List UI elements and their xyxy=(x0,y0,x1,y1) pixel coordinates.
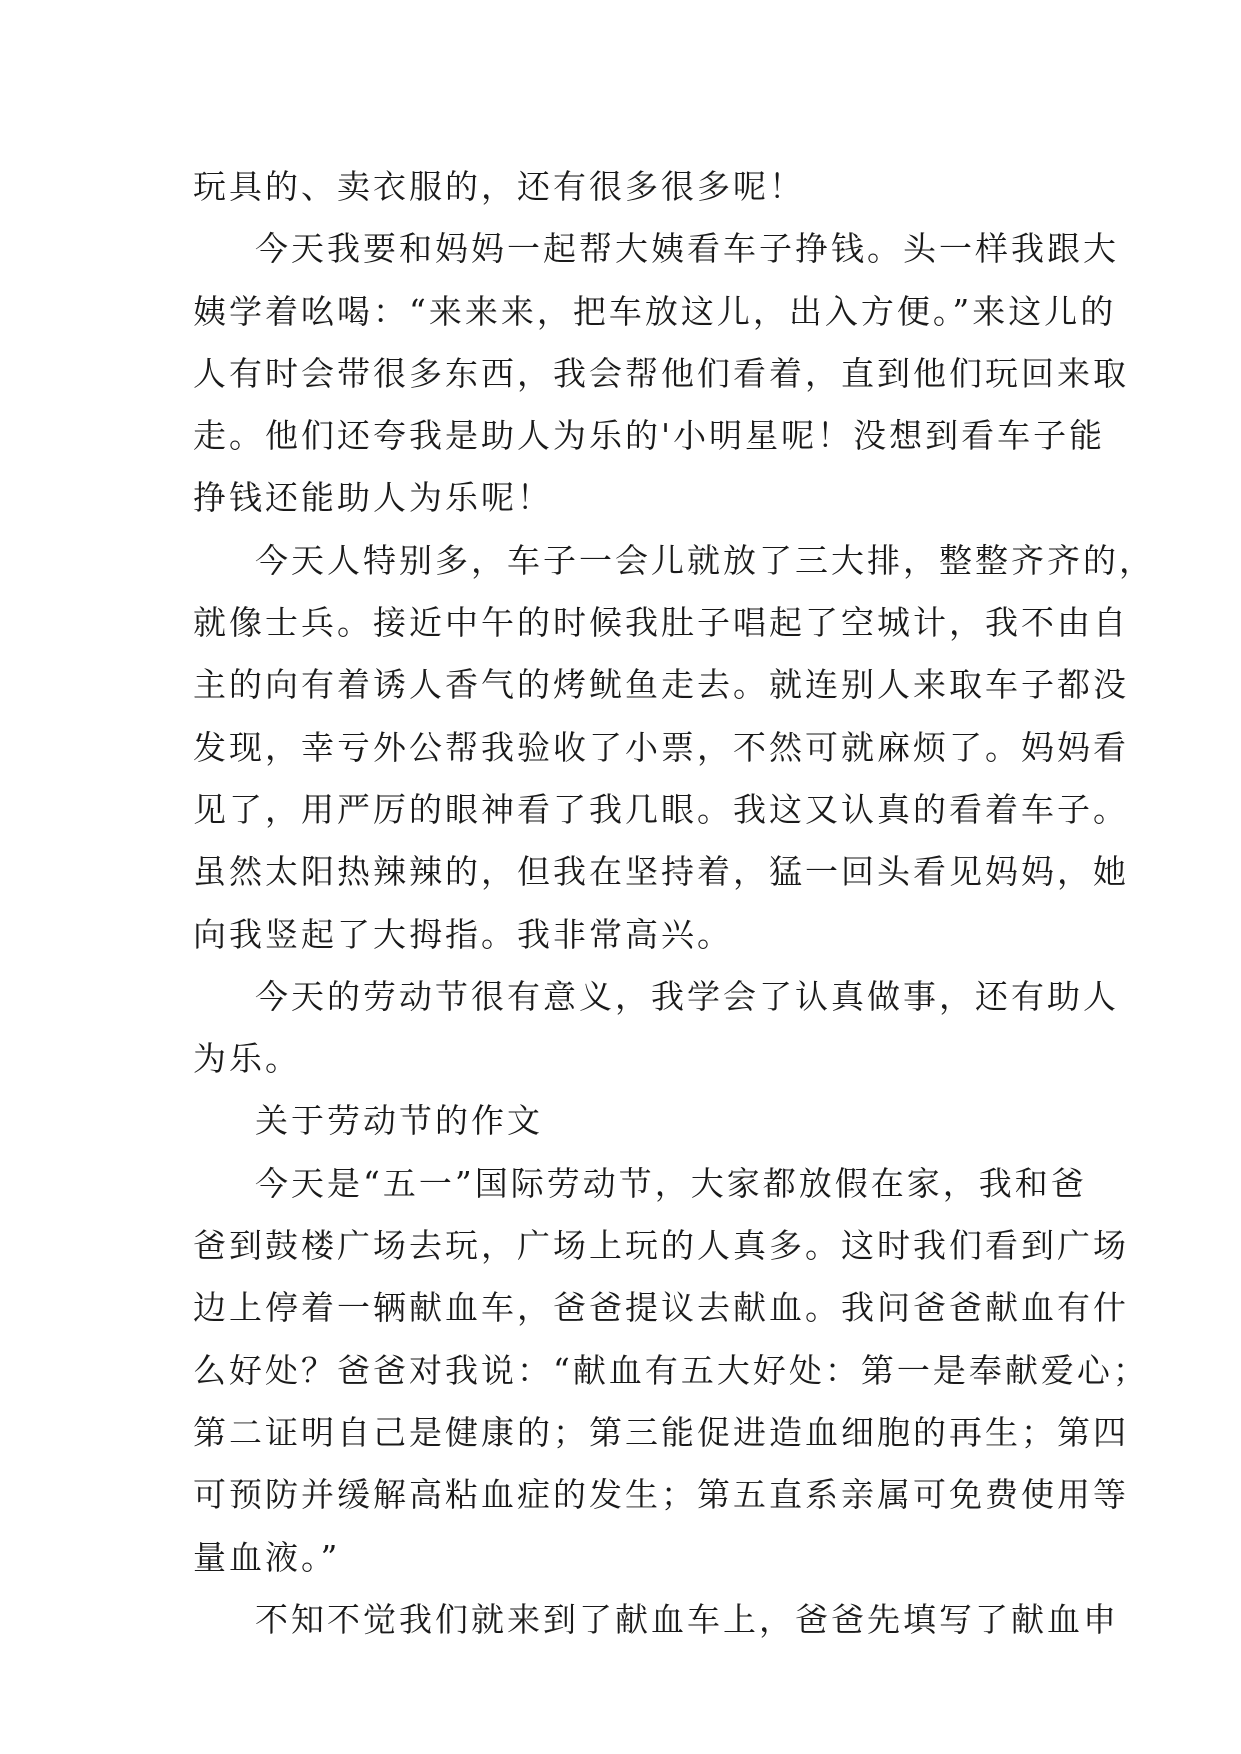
text-line: 主的向有着诱人香气的烤鱿鱼走去。就连别人来取车子都没 xyxy=(193,665,1129,705)
text-line: 玩具的、卖衣服的，还有很多很多呢！ xyxy=(193,167,805,206)
text-line: 挣钱还能助人为乐呢！ xyxy=(193,478,553,518)
text-line: 虽然太阳热辣辣的，但我在坚持着，猛一回头看见妈妈，她 xyxy=(193,852,1129,892)
text-line: 走。他们还夸我是助人为乐的'小明星呢！没想到看车子能 xyxy=(193,416,1106,456)
text-line: 就像士兵。接近中午的时候我肚子唱起了空城计，我不由自 xyxy=(193,603,1129,643)
text-line: 人有时会带很多东西，我会帮他们看着，直到他们玩回来取 xyxy=(193,353,1129,393)
text-line: 第二证明自己是健康的；第三能促进造血细胞的再生；第四 xyxy=(193,1412,1129,1452)
text-line: 向我竖起了大拇指。我非常高兴。 xyxy=(193,914,733,954)
paragraph-start-line: 今天的劳动节很有意义，我学会了认真做事，还有助人 xyxy=(255,976,1119,1016)
paragraph-start-line: 今天是“五一”国际劳动节，大家都放假在家，我和爸 xyxy=(255,1163,1087,1203)
text-line: 爸到鼓楼广场去玩，广场上玩的人真多。这时我们看到广场 xyxy=(193,1226,1129,1266)
section-heading: 关于劳动节的作文 xyxy=(255,1101,543,1141)
text-line: 么好处？爸爸对我说：“献血有五大好处：第一是奉献爱心； xyxy=(193,1350,1149,1390)
essay-body xyxy=(193,156,1155,1651)
text-line: 边上停着一辆献血车，爸爸提议去献血。我问爸爸献血有什 xyxy=(193,1288,1129,1328)
text-line: 为乐。 xyxy=(193,1039,301,1079)
text-line: 见了，用严厉的眼神看了我几眼。我这又认真的看着车子。 xyxy=(193,789,1129,829)
text-line: 发现，幸亏外公帮我验收了小票，不然可就麻烦了。妈妈看 xyxy=(193,727,1129,767)
paragraph-start-line: 今天人特别多，车子一会儿就放了三大排，整整齐齐的， xyxy=(255,540,1155,580)
paragraph-start-line: 今天我要和妈妈一起帮大姨看车子挣钱。头一样我跟大 xyxy=(255,229,1119,269)
paragraph-start-line: 不知不觉我们就来到了献血车上，爸爸先填写了献血申 xyxy=(255,1599,1119,1639)
text-line: 可预防并缓解高粘血症的发生；第五直系亲属可免费使用等 xyxy=(193,1475,1129,1515)
text-line: 姨学着吆喝：“来来来，把车放这儿，出入方便。”来这儿的 xyxy=(193,291,1117,331)
text-line: 量血液。” xyxy=(193,1537,341,1577)
